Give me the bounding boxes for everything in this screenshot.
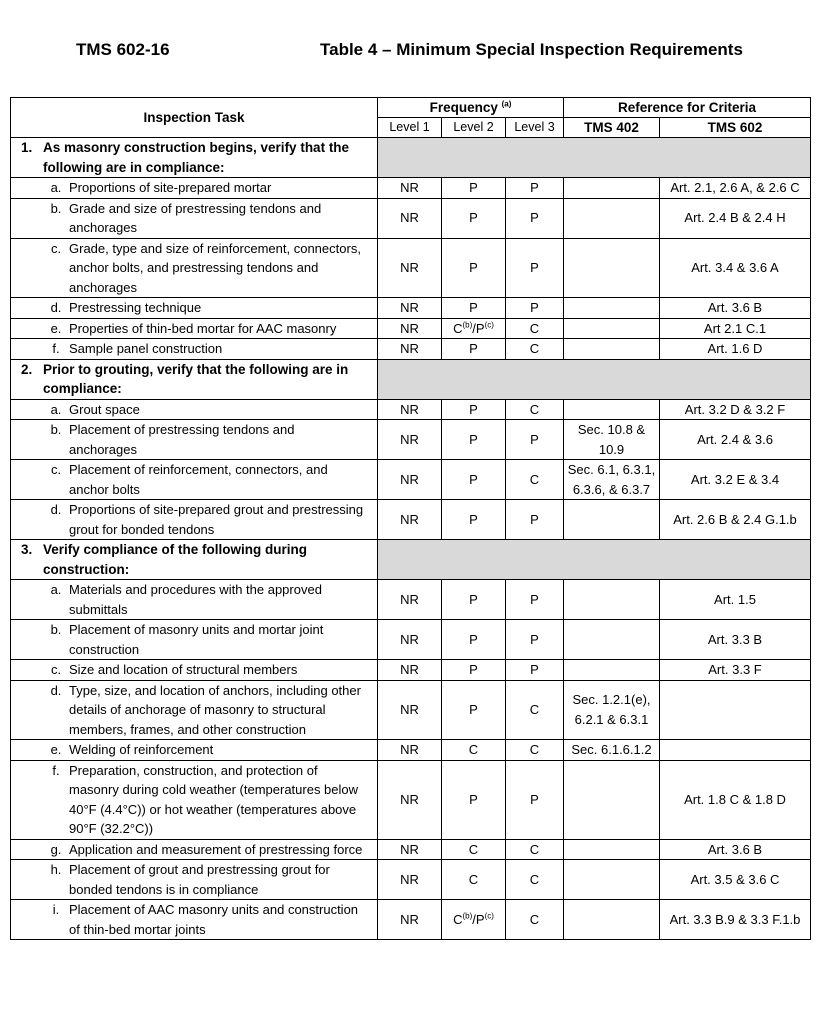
tms602-cell: Art. 3.3 B.9 & 3.3 F.1.b: [660, 900, 811, 940]
level2-cell: [442, 760, 506, 839]
header-inspection-task: Inspection Task: [11, 98, 378, 138]
table-row: [11, 740, 811, 761]
level2-cell: [442, 339, 506, 360]
table-row: [11, 318, 811, 339]
level2-cell: [442, 839, 506, 860]
section-row: [11, 138, 811, 178]
level2-alt: /P: [472, 911, 485, 927]
footnote-c: (c): [484, 911, 494, 921]
item-task: Proportions of site-prepared mortar: [69, 180, 272, 195]
item-letter: a.: [50, 582, 62, 597]
level2-cell: [442, 298, 506, 319]
item-task: Sample panel construction: [69, 341, 223, 356]
tms602-cell: Art. 2.6 B & 2.4 G.1.b: [660, 500, 811, 540]
table-row: [11, 660, 811, 681]
header-level3: Level 3: [506, 118, 564, 138]
table-row: [11, 620, 811, 660]
item-task: Proportions of site-prepared grout and prestressing grout for bonded tendons: [69, 502, 364, 537]
section-shading: [378, 540, 811, 580]
tms602-cell: Art. 2.4 B & 2.4 H: [660, 198, 811, 238]
tms402-cell: [564, 399, 660, 420]
tms602-cell: Art. 2.4 & 3.6: [660, 420, 811, 460]
level3-cell: C: [506, 680, 564, 740]
level2-value: P: [469, 180, 478, 195]
tms402-cell: [564, 620, 660, 660]
section-text: Verify compliance of the following during construction:: [43, 542, 308, 577]
level1-cell: NR: [378, 660, 442, 681]
level2-value: P: [469, 702, 478, 717]
table-row: [11, 420, 811, 460]
item-task: Materials and procedures with the approved submittals: [69, 582, 322, 617]
section-text: As masonry construction begins, verify that the following are in compliance:: [43, 140, 350, 175]
level2-value: P: [469, 591, 478, 607]
section-shading: [378, 359, 811, 399]
item-task: Properties of thin-bed mortar for AAC masonry: [69, 320, 337, 336]
level2-value: P: [469, 511, 478, 527]
header-tms402: TMS 402: [564, 118, 660, 138]
level3-cell: P: [506, 500, 564, 540]
level3-cell: P: [506, 420, 564, 460]
item-task: Placement of AAC masonry units and construction of thin-bed mortar joints: [69, 902, 359, 937]
level2-value: P: [469, 791, 478, 807]
level1-cell: NR: [378, 460, 442, 500]
task-cell: [11, 839, 378, 860]
level2-cell: [442, 900, 506, 940]
level2-cell: [442, 318, 506, 339]
item-letter: b.: [50, 622, 62, 637]
tms402-cell: Sec. 6.1.6.1.2: [564, 740, 660, 761]
task-cell: [11, 680, 378, 740]
footnote-b: (b): [462, 911, 473, 921]
item-task: Prestressing technique: [69, 300, 202, 315]
section-row: [11, 359, 811, 399]
table-row: [11, 900, 811, 940]
task-cell: [11, 660, 378, 681]
tms602-cell: Art. 3.6 B: [660, 298, 811, 319]
tms402-cell: [564, 660, 660, 681]
tms602-cell: Art. 3.2 D & 3.2 F: [660, 399, 811, 420]
level3-cell: C: [506, 339, 564, 360]
level2-value: P: [469, 260, 478, 275]
item-letter: c.: [50, 662, 62, 677]
level3-cell: C: [506, 318, 564, 339]
task-cell: [11, 860, 378, 900]
tms602-cell: Art. 3.3 F: [660, 660, 811, 681]
level3-cell: P: [506, 580, 564, 620]
level2-value: P: [469, 662, 478, 677]
table-row: [11, 500, 811, 540]
item-task: Placement of prestressing tendons and anchorages: [69, 422, 295, 457]
level2-value: P: [469, 300, 478, 315]
table-row: [11, 399, 811, 420]
tms402-cell: [564, 580, 660, 620]
item-letter: f.: [52, 762, 60, 778]
document-id: TMS 602-16: [76, 40, 170, 59]
level2-cell: [442, 500, 506, 540]
level2-value: P: [469, 341, 478, 356]
level3-cell: P: [506, 298, 564, 319]
level2-value: C: [468, 841, 479, 857]
level1-cell: NR: [378, 339, 442, 360]
level1-cell: NR: [378, 760, 442, 839]
level2-cell: [442, 460, 506, 500]
level2-value: P: [469, 431, 478, 447]
level1-cell: NR: [378, 620, 442, 660]
level1-cell: NR: [378, 399, 442, 420]
item-letter: i.: [52, 902, 60, 917]
tms602-cell: Art. 3.6 B: [660, 839, 811, 860]
level3-cell: P: [506, 198, 564, 238]
level2-cell: [442, 178, 506, 199]
tms402-cell: [564, 339, 660, 360]
table-row: [11, 839, 811, 860]
tms602-cell: Art 2.1 C.1: [660, 318, 811, 339]
header-tms602: TMS 602: [660, 118, 811, 138]
footnote-c: (c): [484, 320, 494, 330]
task-cell: [11, 740, 378, 761]
level2-value: C: [468, 871, 479, 887]
item-task: Grade and size of prestressing tendons and anchorages: [69, 200, 322, 235]
item-letter: c.: [50, 462, 62, 477]
item-task: Type, size, and location of anchors, including other details of anchorage of masonry to structural members, frames, and other construction: [69, 682, 361, 737]
tms402-cell: [564, 238, 660, 298]
level3-cell: C: [506, 460, 564, 500]
level2-value: P: [469, 631, 478, 647]
level2-cell: [442, 399, 506, 420]
tms402-cell: [564, 760, 660, 839]
header-reference: Reference for Criteria: [564, 98, 811, 118]
tms602-cell: Art. 1.8 C & 1.8 D: [660, 760, 811, 839]
tms602-cell: Art. 2.1, 2.6 A, & 2.6 C: [660, 178, 811, 199]
item-letter: d.: [50, 300, 62, 315]
tms402-cell: Sec. 1.2.1(e), 6.2.1 & 6.3.1: [564, 680, 660, 740]
item-task: Application and measurement of prestressing force: [69, 841, 363, 857]
task-cell: [11, 460, 378, 500]
level3-cell: P: [506, 620, 564, 660]
section-title: [11, 138, 378, 178]
level2-value: C: [453, 911, 463, 927]
table-row: [11, 680, 811, 740]
task-cell: [11, 178, 378, 199]
header-frequency: Frequency $^{(a)}$: [378, 98, 564, 118]
level1-cell: NR: [378, 500, 442, 540]
item-letter: b.: [50, 422, 62, 437]
item-letter: d.: [50, 682, 62, 698]
level1-cell: NR: [378, 420, 442, 460]
level2-cell: [442, 660, 506, 681]
task-cell: [11, 580, 378, 620]
level2-cell: [442, 238, 506, 298]
tms402-cell: [564, 860, 660, 900]
level1-cell: NR: [378, 740, 442, 761]
level1-cell: NR: [378, 318, 442, 339]
task-cell: [11, 760, 378, 839]
level1-cell: NR: [378, 860, 442, 900]
level3-cell: C: [506, 860, 564, 900]
task-cell: [11, 238, 378, 298]
task-cell: [11, 500, 378, 540]
task-cell: [11, 318, 378, 339]
level2-cell: [442, 420, 506, 460]
table-row: [11, 580, 811, 620]
item-letter: f.: [52, 341, 60, 356]
item-letter: c.: [50, 240, 62, 256]
footnote-b: (b): [462, 320, 473, 330]
level3-cell: P: [506, 178, 564, 199]
level3-cell: C: [506, 839, 564, 860]
section-shading: [378, 138, 811, 178]
item-task: Grout space: [69, 401, 140, 417]
task-cell: [11, 620, 378, 660]
item-letter: b.: [50, 200, 62, 216]
item-task: Size and location of structural members: [69, 662, 298, 677]
table-row: [11, 298, 811, 319]
level1-cell: NR: [378, 900, 442, 940]
task-cell: [11, 339, 378, 360]
table-row: [11, 339, 811, 360]
tms602-cell: [660, 680, 811, 740]
tms602-cell: [660, 740, 811, 761]
tms602-cell: Art. 3.2 E & 3.4: [660, 460, 811, 500]
tms602-cell: Art. 3.4 & 3.6 A: [660, 238, 811, 298]
task-cell: [11, 900, 378, 940]
level3-cell: C: [506, 900, 564, 940]
item-task: Preparation, construction, and protection of masonry during cold weather (temperatures below 40°F (4.4°C)) or hot weather (temperatures above 90°F (32.2°C)): [69, 762, 359, 836]
task-cell: [11, 399, 378, 420]
level2-value: C: [453, 320, 463, 336]
tms602-cell: Art. 3.3 B: [660, 620, 811, 660]
level1-cell: NR: [378, 198, 442, 238]
task-cell: [11, 420, 378, 460]
inspection-table: [10, 97, 811, 940]
tms402-cell: [564, 178, 660, 199]
tms402-cell: [564, 839, 660, 860]
item-letter: h.: [50, 862, 62, 877]
level2-cell: [442, 860, 506, 900]
level2-cell: [442, 620, 506, 660]
level1-cell: NR: [378, 238, 442, 298]
item-letter: g.: [50, 841, 62, 857]
level2-alt: /P: [472, 320, 485, 336]
level3-cell: P: [506, 660, 564, 681]
item-task: Placement of masonry units and mortar joint construction: [69, 622, 324, 657]
tms602-cell: Art. 3.5 & 3.6 C: [660, 860, 811, 900]
level1-cell: NR: [378, 680, 442, 740]
table-row: [11, 238, 811, 298]
table-body: [11, 138, 811, 940]
level2-value: P: [469, 471, 478, 487]
level3-cell: C: [506, 740, 564, 761]
level2-cell: [442, 680, 506, 740]
level1-cell: NR: [378, 298, 442, 319]
tms402-cell: [564, 500, 660, 540]
section-number: 2.: [21, 361, 33, 377]
level1-cell: NR: [378, 178, 442, 199]
tms402-cell: [564, 198, 660, 238]
section-text: Prior to grouting, verify that the following are in compliance:: [43, 361, 349, 396]
level3-cell: C: [506, 399, 564, 420]
section-number: 3.: [21, 542, 33, 557]
tms402-cell: Sec. 6.1, 6.3.1, 6.3.6, & 6.3.7: [564, 460, 660, 500]
tms602-cell: Art. 1.5: [660, 580, 811, 620]
table-row: [11, 178, 811, 199]
table-row: [11, 860, 811, 900]
level2-value: C: [468, 742, 479, 757]
item-task: Placement of grout and prestressing grout for bonded tendons is in compliance: [69, 862, 330, 897]
level2-value: P: [469, 401, 478, 417]
level3-cell: P: [506, 238, 564, 298]
level1-cell: NR: [378, 839, 442, 860]
level2-cell: [442, 198, 506, 238]
section-title: [11, 359, 378, 399]
header-level1: Level 1: [378, 118, 442, 138]
item-task: Grade, type and size of reinforcement, connectors, anchor bolts, and prestressing tendons and anchorages: [69, 240, 361, 295]
tms402-cell: [564, 900, 660, 940]
item-letter: e.: [50, 742, 62, 757]
level2-value: P: [469, 210, 478, 226]
level3-cell: P: [506, 760, 564, 839]
table-row: [11, 198, 811, 238]
task-cell: [11, 298, 378, 319]
tms402-cell: Sec. 10.8 & 10.9: [564, 420, 660, 460]
section-row: [11, 540, 811, 580]
item-letter: d.: [50, 502, 62, 517]
item-letter: a.: [50, 180, 62, 195]
table-row: [11, 760, 811, 839]
item-task: Welding of reinforcement: [69, 742, 214, 757]
level1-cell: NR: [378, 580, 442, 620]
level2-cell: [442, 580, 506, 620]
table-title: Table 4 – Minimum Special Inspection Requirements: [320, 40, 743, 59]
tms402-cell: [564, 318, 660, 339]
header-level2: Level 2: [442, 118, 506, 138]
tms402-cell: [564, 298, 660, 319]
section-title: [11, 540, 378, 580]
item-letter: e.: [50, 320, 62, 336]
task-cell: [11, 198, 378, 238]
item-task: Placement of reinforcement, connectors, and anchor bolts: [69, 462, 328, 497]
section-number: 1.: [21, 140, 33, 155]
item-letter: a.: [50, 401, 62, 417]
tms602-cell: Art. 1.6 D: [660, 339, 811, 360]
level2-cell: [442, 740, 506, 761]
table-row: [11, 460, 811, 500]
